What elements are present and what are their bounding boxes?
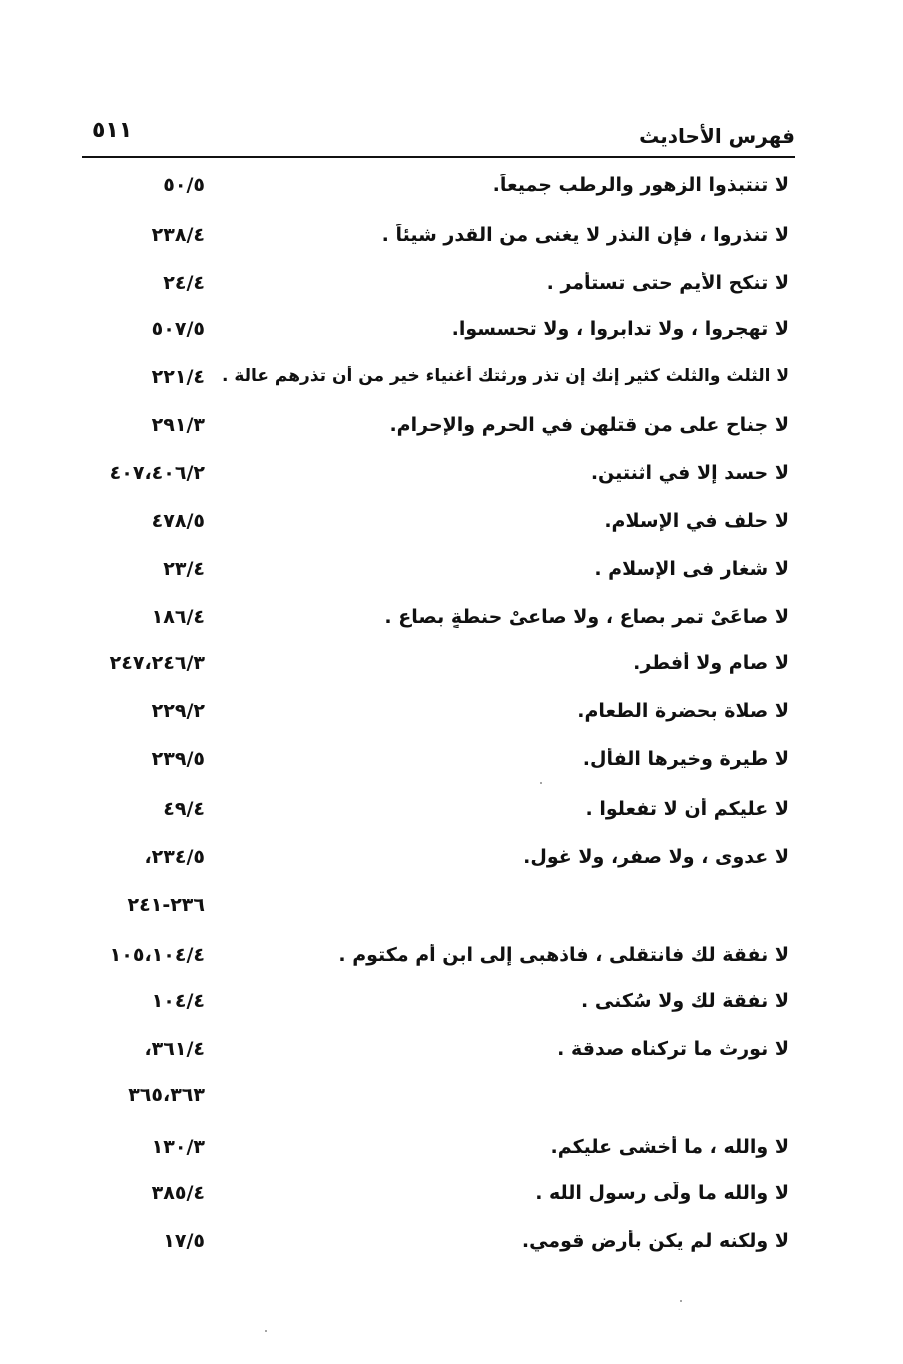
hadith-text: لا نفقة لك فانتقلى ، فاذهبى إلى ابن أم مكتوم . (338, 944, 789, 966)
hadith-text: لا شغار فى الإسلام . (594, 558, 789, 580)
hadith-text: لا حلف في الإسلام. (604, 510, 789, 532)
volume-page-reference: ٢٣٩/٥ (151, 748, 205, 770)
volume-page-reference: ٤٠٧،٤٠٦/٢ (109, 462, 205, 484)
volume-page-reference: ١٠٥،١٠٤/٤ (109, 944, 205, 966)
hadith-text: لا تنكح الأيم حتى تستأمر . (546, 272, 789, 294)
hadith-text: لا تنتبذوا الزهور والرطب جميعاً. (492, 174, 789, 196)
hadith-text: لا الثلث والثلث كثير إنك إن تذر ورثتك أغنياء خير من أن تذرهم عالة . (221, 366, 789, 386)
index-entry (80, 798, 795, 838)
hadith-text: لا نورث ما تركناه صدقة . (557, 1038, 789, 1060)
running-title: فهرس الأحاديث (639, 124, 795, 148)
page-header (82, 118, 795, 158)
hadith-text: لا صاعَىْ تمرٍ بصاع ، ولا صاعىْ حنطةٍ بصاع . (384, 606, 789, 628)
index-entry (80, 1230, 795, 1270)
index-entry-continuation (80, 1084, 795, 1124)
index-entry (80, 1182, 795, 1222)
hadith-text: لا ولكنه لم يكن بأرض قومي. (521, 1230, 789, 1252)
scan-speck (680, 1300, 682, 1302)
hadith-text: لا تهجروا ، ولا تدابروا ، ولا تحسسوا. (451, 318, 789, 340)
scan-speck (265, 1330, 267, 1332)
hadith-text: لا والله ما ولّى رسول الله . (535, 1182, 789, 1204)
index-entry (80, 174, 795, 214)
index-entry (80, 462, 795, 502)
hadith-text: لا عدوى ، ولا صفر، ولا غول. (523, 846, 789, 868)
volume-page-reference: ٢٣/٤ (163, 558, 205, 580)
volume-page-reference: ٢٣٨/٤ (151, 224, 205, 246)
index-entry (80, 990, 795, 1030)
volume-page-reference: ٣٦١/٤، (144, 1038, 205, 1060)
volume-page-reference: ٣٦٥،٣٦٣ (128, 1084, 205, 1106)
hadith-text: لا تنذروا ، فإن النذر لا يغنى من القدر شيئاً . (381, 224, 789, 246)
volume-page-reference: ١٧/٥ (163, 1230, 205, 1252)
volume-page-reference: ٢٢٩/٢ (151, 700, 205, 722)
volume-page-reference: ٥٠٧/٥ (151, 318, 205, 340)
hadith-text: لا صلاة بحضرة الطعام. (577, 700, 789, 722)
volume-page-reference: ٤٩/٤ (163, 798, 205, 820)
index-entry (80, 748, 795, 788)
index-entry (80, 652, 795, 692)
index-entry (80, 1038, 795, 1078)
index-entry (80, 224, 795, 264)
volume-page-reference: ٢٤/٤ (163, 272, 205, 294)
volume-page-reference: ١٠٤/٤ (151, 990, 205, 1012)
index-entry (80, 700, 795, 740)
volume-page-reference: ٢٣٤/٥، (144, 846, 205, 868)
index-entry-continuation (80, 894, 795, 934)
scan-speck (540, 782, 542, 784)
index-entry (80, 558, 795, 598)
index-entry (80, 272, 795, 312)
hadith-text: لا نفقة لك ولا سُكنى . (581, 990, 789, 1012)
volume-page-reference: ٢٢١/٤ (151, 366, 205, 388)
volume-page-reference: ٢٩١/٣ (151, 414, 205, 436)
index-entry (80, 606, 795, 646)
volume-page-reference: ٢٣٦-٢٤١ (127, 894, 205, 916)
index-entry (80, 414, 795, 454)
volume-page-reference: ٤٧٨/٥ (151, 510, 205, 532)
volume-page-reference: ٣٨٥/٤ (151, 1182, 205, 1204)
volume-page-reference: ٢٤٧،٢٤٦/٣ (109, 652, 205, 674)
volume-page-reference: ١٨٦/٤ (151, 606, 205, 628)
index-entry (80, 318, 795, 358)
index-entry (80, 1136, 795, 1176)
hadith-text: لا صام ولا أفطر. (633, 652, 789, 674)
hadith-text: لا طيرة وخيرها الفأل. (582, 748, 789, 770)
volume-page-reference: ١٣٠/٣ (151, 1136, 205, 1158)
index-entry (80, 510, 795, 550)
index-entry (80, 846, 795, 886)
hadith-text: لا جناح على من قتلهن في الحرم والإحرام. (389, 414, 789, 436)
volume-page-reference: ٥٠/٥ (163, 174, 205, 196)
index-entry (80, 366, 795, 406)
hadith-text: لا حسد إلا في اثنتين. (590, 462, 789, 484)
hadith-text: لا والله ، ما أخشى عليكم. (550, 1136, 789, 1158)
page-number: ٥١١ (92, 118, 133, 143)
index-entry (80, 944, 795, 984)
hadith-text: لا عليكم أن لا تفعلوا . (585, 798, 789, 820)
